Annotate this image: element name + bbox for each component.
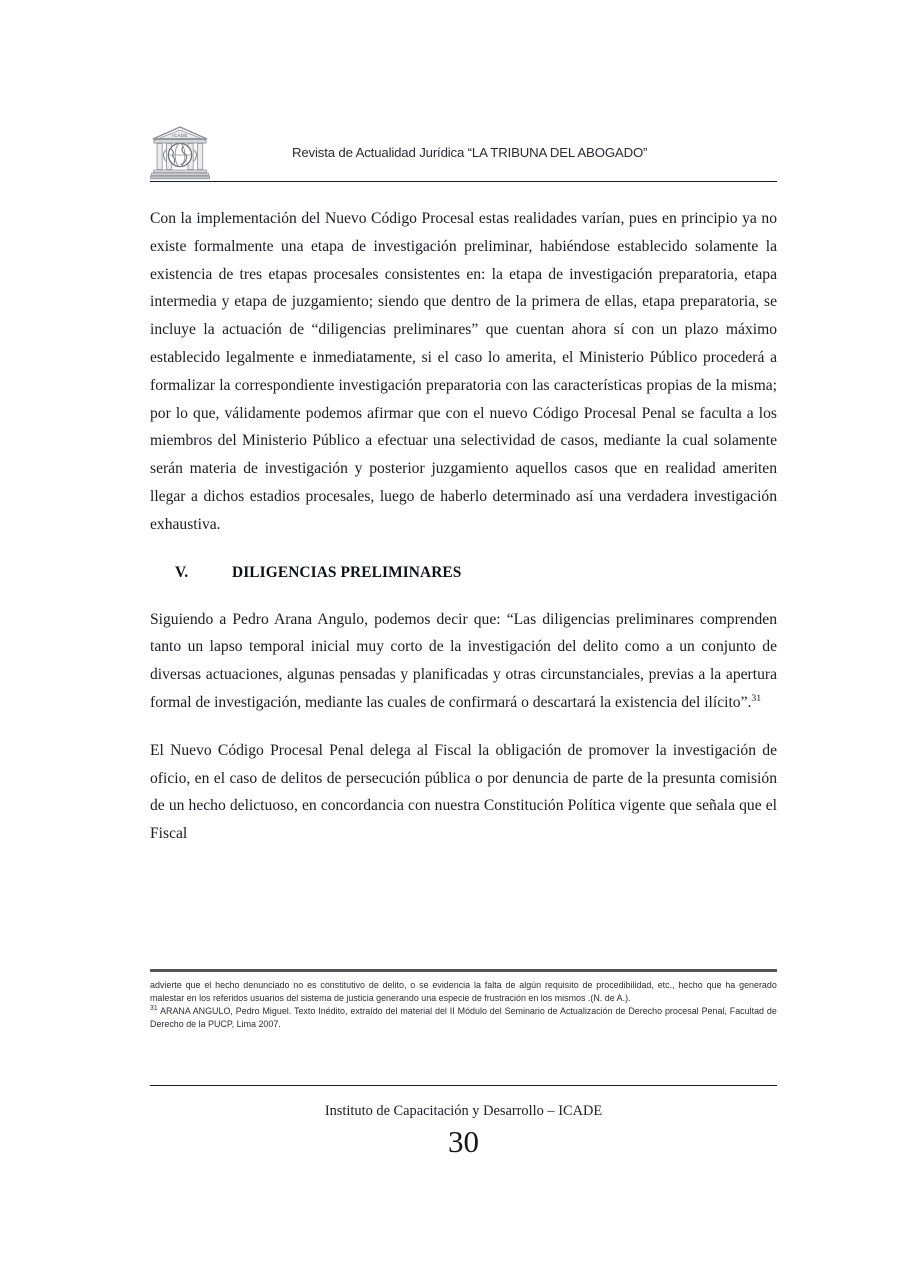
footer-divider-rule xyxy=(150,1085,777,1086)
section-title: DILIGENCIAS PRELIMINARES xyxy=(232,563,462,581)
footnote-area xyxy=(150,969,777,1031)
page-number: 30 xyxy=(448,1124,479,1159)
journal-title: Revista de Actualidad Jurídica “LA TRIBUNA DEL ABOGADO” xyxy=(292,145,648,160)
institute-name: Instituto de Capacitación y Desarrollo – ICADE xyxy=(324,1103,603,1119)
footnote-separator-rule xyxy=(150,969,777,972)
paragraph-siguiendo-pedro-arana xyxy=(150,606,777,717)
footnote-31-text: ARANA ANGULO, Pedro Miguel. Texto Inédito, extraído del material del II Módulo del Seminario de Actualización de Derecho procesal Penal, Facultad de Derecho de la PUCP, Lima 2007. xyxy=(150,1006,777,1030)
icade-temple-globe-logo-icon xyxy=(150,124,210,182)
section-number: V. xyxy=(175,563,189,581)
footnote-31 xyxy=(150,1003,777,1031)
footnote-reference-31[interactable]: 31 xyxy=(751,692,762,704)
paragraph-implementacion-nuevo-codigo: Con la implementación del Nuevo Código Procesal estas realidades varían, pues en principio ya no existe formalmente una etapa de investigación preliminar, habiéndose establecido solamente la existencia de tres etapas procesales consistentes en: la etapa de investigación preparatoria, etapa intermedia y etapa de juzgamiento; siendo que dentro de la primera de ellas, etapa preparatoria, se incluye la actuación de “diligencias preliminares” que cuentan ahora sí con un plazo máximo establecido legalmente e inmediatamente, si el caso lo amerita, el Ministerio Público procederá a formalizar la correspondiente investigación preparatoria con las características propias de la misma; por lo que, válidamente podemos afirmar que con el nuevo Código Procesal Penal se faculta a los miembros del Ministerio Público a efectuar una selectividad de casos, mediante la cual solamente serán materia de investigación y posterior juzgamiento aquellos casos que en realidad ameriten llegar a dichos estadios procesales, luego de haberlo determinado así una verdadera investigación exhaustiva. xyxy=(150,210,777,533)
page-content xyxy=(150,205,777,848)
section-heading-diligencias-preliminares xyxy=(150,559,777,586)
page-footer xyxy=(150,1085,777,1161)
header-divider-rule xyxy=(150,181,777,182)
paragraph-nuevo-codigo-delega-fiscal: El Nuevo Código Procesal Penal delega al Fiscal la obligación de promover la investigación de oficio, en el caso de delitos de persecución pública o por denuncia de parte de la presunta comisión de un hecho delictuoso, en concordancia con nuestra Constitución Política vigente que señala que el Fiscal xyxy=(150,741,777,843)
paragraph-siguiendo-text: Siguiendo a Pedro Arana Angulo, podemos decir que: “Las diligencias preliminares comprenden tanto un lapso temporal inicial muy corto de la investigación del delito como a un conjunto de diversas actuaciones, algunas pensadas y planificadas y otras circunstanciales, previas a la apertura formal de investigación, mediante las cuales de confirmará o descartará la existencia del ilícito”. xyxy=(150,610,777,711)
svg-text:ICADE: ICADE xyxy=(172,133,188,139)
footnote-31-number: 31 xyxy=(150,1003,158,1012)
page-header xyxy=(150,124,777,182)
footnote-continued: advierte que el hecho denunciado no es constitutivo de delito, o se evidencia la falta de algún requisito de procedibilidad, etc., hecho que ha generado malestar en los referidos usuarios del sistema de justicia generando una especie de frustración en los mismos .(N. de A.). xyxy=(150,980,777,1004)
